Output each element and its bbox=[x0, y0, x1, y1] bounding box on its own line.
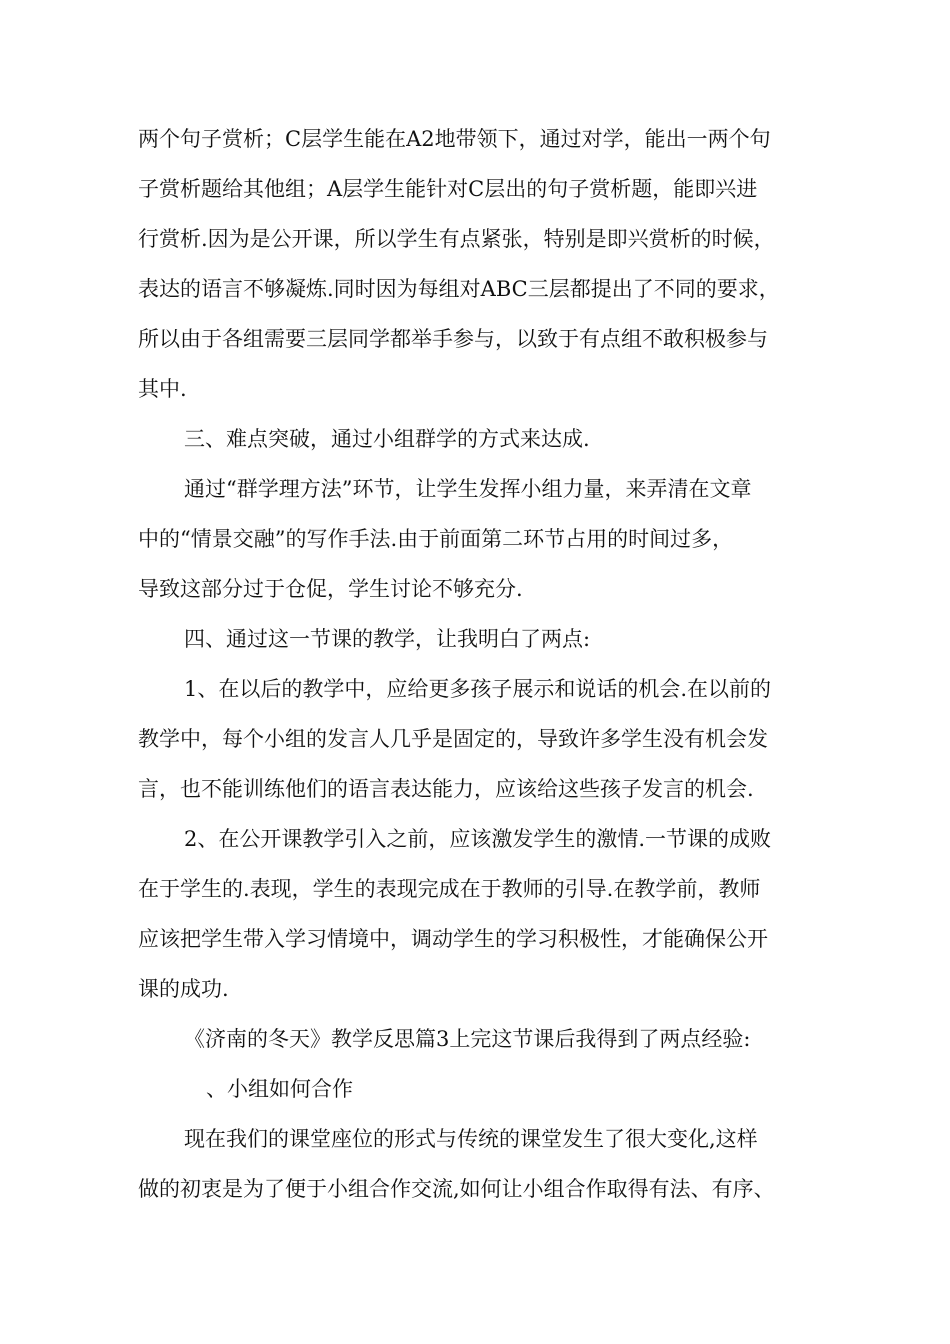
section-heading: 、小组如何合作 bbox=[206, 1077, 353, 1101]
text-line: 表达的语言不够凝炼.同时因为每组对ABC三层都提出了不同的要求， bbox=[138, 277, 780, 301]
text-line: 中的“情景交融”的写作手法.由于前面第二环节占用的时间过多， bbox=[138, 527, 734, 551]
section-heading: 四、通过这一节课的教学，让我明白了两点: bbox=[184, 627, 591, 651]
text-line: 其中. bbox=[138, 377, 187, 401]
text-line: 现在我们的课堂座位的形式与传统的课堂发生了很大变化,这样 bbox=[184, 1127, 758, 1151]
text-line: 通过“群学理方法”环节，让学生发挥小组力量，来弄清在文章 bbox=[184, 477, 752, 501]
section-heading: 三、难点突破，通过小组群学的方式来达成. bbox=[184, 427, 590, 451]
text-line: 所以由于各组需要三层同学都举手参与，以致于有点组不敢积极参与 bbox=[138, 327, 768, 351]
article-title-line: 《济南的冬天》教学反思篇3上完这节课后我得到了两点经验: bbox=[184, 1027, 751, 1051]
document-body bbox=[138, 119, 828, 1210]
text-line: 两个句子赏析；C层学生能在A2地带领下，通过对学，能出一两个句 bbox=[138, 127, 771, 151]
text-line: 在于学生的.表现，学生的表现完成在于教师的引导.在教学前，教师 bbox=[138, 877, 761, 901]
text-line: 导致这部分过于仓促，学生讨论不够充分. bbox=[138, 577, 523, 601]
text-line: 2、在公开课教学引入之前，应该激发学生的激情.一节课的成败 bbox=[184, 827, 772, 851]
text-line: 教学中，每个小组的发言人几乎是固定的，导致许多学生没有机会发 bbox=[138, 727, 768, 751]
text-line: 应该把学生带入学习情境中，调动学生的学习积极性，才能确保公开 bbox=[138, 927, 768, 951]
text-line: 子赏析题给其他组；A层学生能针对C层出的句子赏析题，能即兴进 bbox=[138, 177, 758, 201]
text-line: 做的初衷是为了便于小组合作交流,如何让小组合作取得有法、有序、 bbox=[138, 1177, 775, 1201]
text-line: 言，也不能训练他们的语言表达能力，应该给这些孩子发言的机会. bbox=[138, 777, 754, 801]
text-line: 行赏析.因为是公开课，所以学生有点紧张，特别是即兴赏析的时候， bbox=[138, 227, 775, 251]
text-line: 课的成功. bbox=[138, 977, 229, 1001]
text-line: 1、在以后的教学中，应给更多孩子展示和说话的机会.在以前的 bbox=[184, 677, 772, 701]
